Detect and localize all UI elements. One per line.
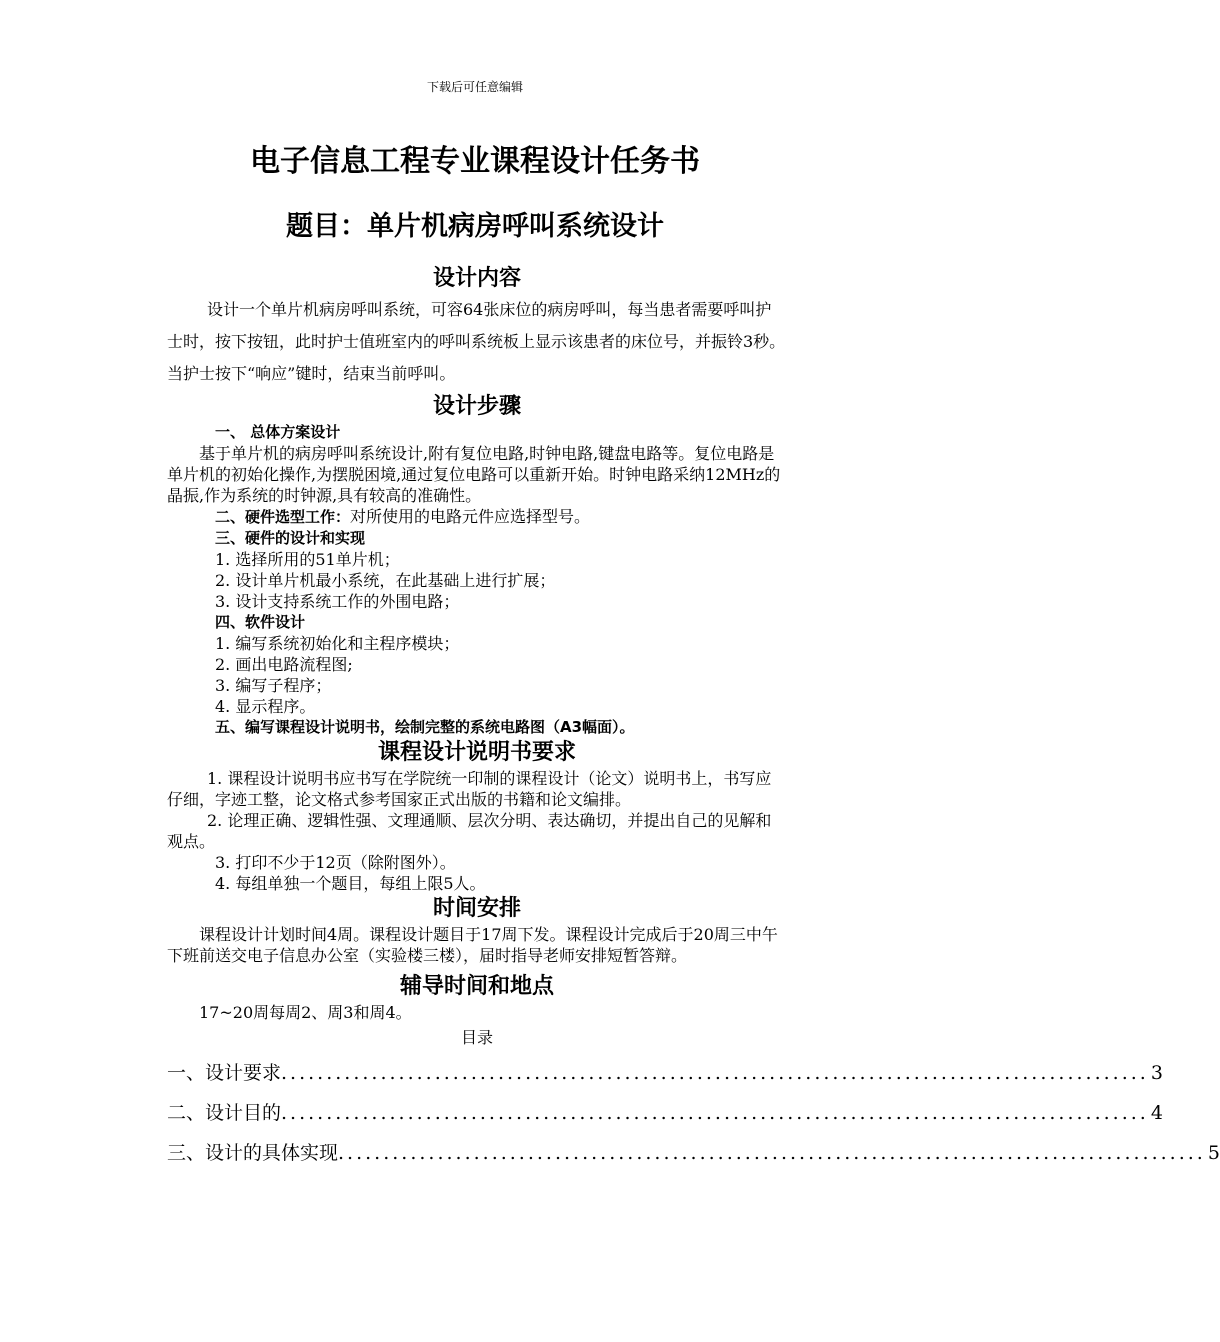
requirement-4: 4. 每组单独一个题目，每组上限5人。 — [215, 874, 486, 893]
schedule-text: 课程设计计划时间4周。课程设计题目于17周下发。课程设计完成后于20周三中午下班前送交电子信息办公室（实验楼三楼），届时指导老师安排短暂答辩。 — [167, 925, 778, 965]
toc-item-page: 5 — [1207, 1142, 1220, 1164]
step3-title: 三、硬件的设计和实现 — [215, 529, 366, 547]
toc-item[interactable] — [167, 1093, 1163, 1133]
step2-line — [167, 506, 787, 528]
step3-item-2: 2. 设计单片机最小系统，在此基础上进行扩展； — [215, 571, 556, 590]
step3-item-1: 1. 选择所用的51单片机； — [215, 550, 400, 569]
toc-item-label: 三、设计的具体实现 — [167, 1142, 339, 1164]
step4-item-2: 2. 画出电路流程图; — [215, 655, 353, 674]
step4-item-1: 1. 编写系统初始化和主程序模块； — [215, 634, 460, 653]
schedule-heading: 时间安排 — [432, 896, 521, 921]
step3-item-3: 3. 设计支持系统工作的外围电路； — [215, 592, 460, 611]
step1-title: 一、 总体方案设计 — [215, 423, 341, 441]
step2-text: 对所使用的电路元件应选择型号。 — [350, 507, 591, 526]
step4-item-4: 4. 显示程序。 — [215, 697, 316, 716]
main-title: 电子信息工程专业课程设计任务书 — [250, 144, 700, 179]
tutoring-text: 17~20周每周2、周3和周4。 — [199, 1003, 412, 1022]
step1-text: 基于单片机的病房呼叫系统设计,附有复位电路,时钟电路,键盘电路等。复位电路是单片机的初始化操作,为摆脱困境,通过复位电路可以重新开始。时钟电路采纳12MHz的晶振,作为系统的时钟源,具有较高的准确性。 — [167, 444, 781, 505]
step4-title: 四、软件设计 — [215, 613, 306, 631]
step4-item-3: 3. 编写子程序； — [215, 676, 332, 695]
design-content-text: 设计一个单片机病房呼叫系统，可容64张床位的病房呼叫，每当患者需要呼叫护士时，按下按钮，此时护士值班室内的呼叫系统板上显示该患者的床位号，并振铃3秒。当护士按下“响应”键时，结束当前呼叫。 — [167, 300, 786, 383]
toc-item-label: 二、设计目的 — [167, 1102, 282, 1124]
step5-title: 五、编写课程设计说明书，绘制完整的系统电路图（A3幅面）。 — [215, 718, 635, 736]
toc-leader-dots: ................................................................................................ — [281, 1062, 1149, 1084]
header-note: 下载后可任意编辑 — [426, 80, 523, 94]
toc-item[interactable] — [167, 1133, 1220, 1173]
toc-item-page: 4 — [1150, 1102, 1163, 1124]
toc-item-label: 一、设计要求 — [167, 1062, 282, 1084]
toc-item-page: 3 — [1150, 1062, 1163, 1084]
toc-leader-dots: ................................................................................................ — [281, 1102, 1149, 1124]
design-steps-heading: 设计步骤 — [432, 394, 521, 419]
requirement-2: 2. 论理正确、逻辑性强、文理通顺、层次分明、表达确切，并提出自己的见解和观点。 — [167, 811, 772, 851]
toc-title: 目录 — [460, 1028, 493, 1047]
requirement-3: 3. 打印不少于12页（除附图外）。 — [215, 853, 456, 872]
requirements-heading: 课程设计说明书要求 — [377, 740, 576, 765]
tutoring-heading: 辅导时间和地点 — [399, 974, 554, 999]
toc-item[interactable] — [167, 1053, 1163, 1093]
document-body — [167, 264, 1220, 1173]
sub-title: 题目：单片机病房呼叫系统设计 — [286, 211, 664, 242]
toc-leader-dots: ................................................................................................ — [338, 1142, 1206, 1164]
step2-title: 二、硬件选型工作： — [215, 508, 351, 526]
requirement-1: 1. 课程设计说明书应书写在学院统一印制的课程设计（论文）说明书上，书写应仔细，字迹工整，论文格式参考国家正式出版的书籍和论文编排。 — [167, 769, 772, 809]
design-content-heading: 设计内容 — [432, 266, 521, 291]
